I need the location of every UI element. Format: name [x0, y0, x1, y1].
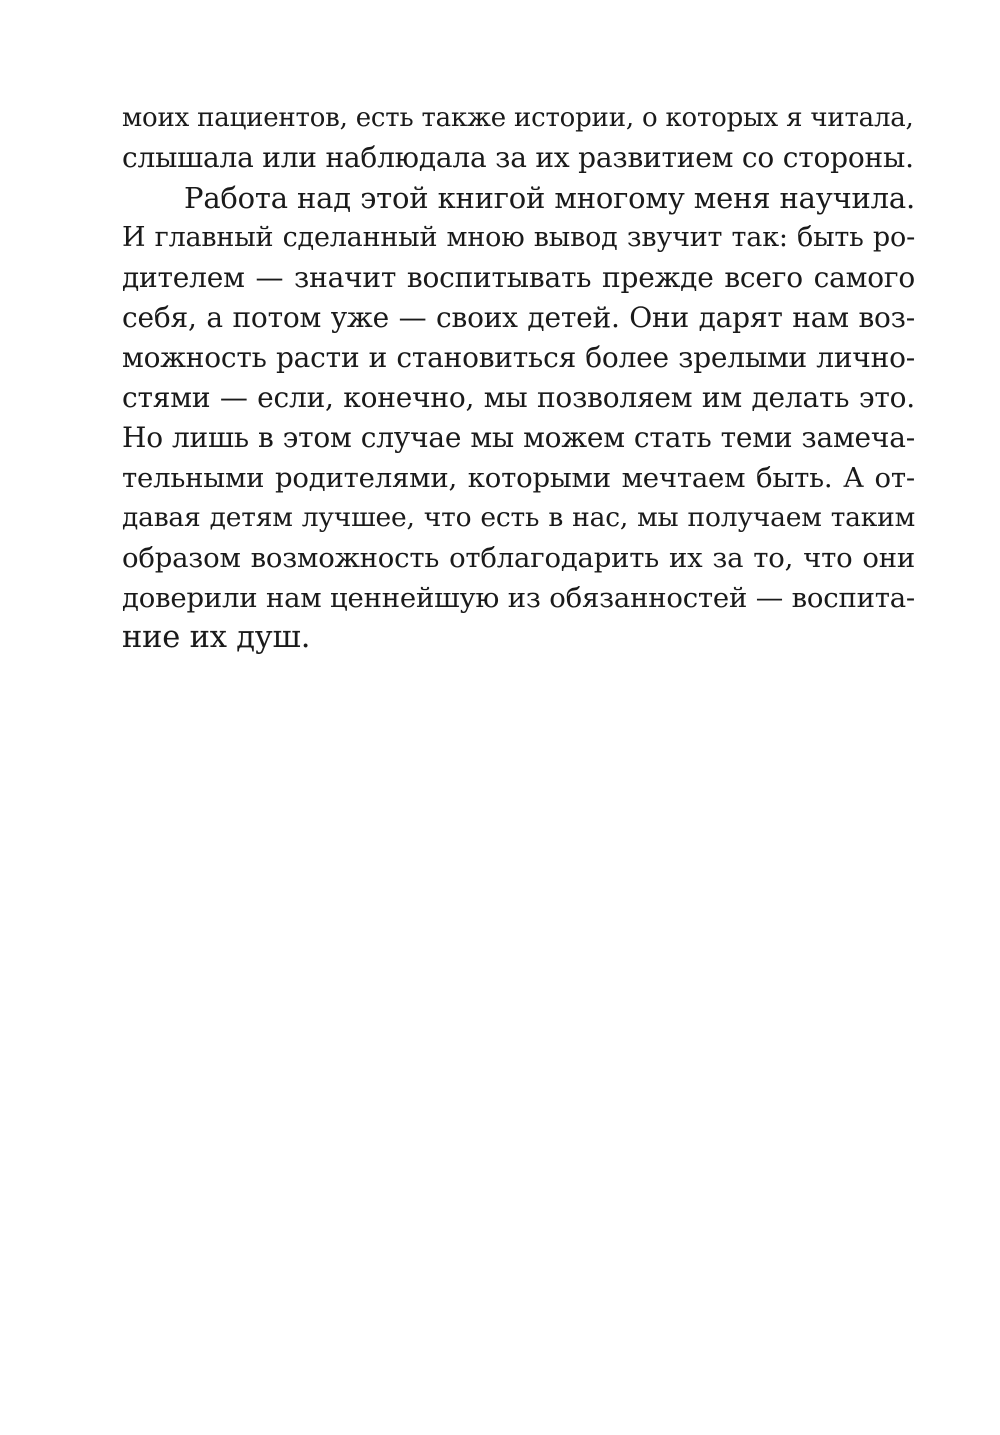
text-line: тельными родителями, которыми мечтаем быть. А от- [122, 462, 915, 494]
text-line: Но лишь в этом случае мы можем стать теми замеча- [122, 421, 915, 454]
text-line: доверили нам ценнейшую из обязанностей — воспита- [122, 582, 915, 614]
text-line: слышала или наблюдала за их развитием со стороны. [122, 141, 914, 174]
text-line: дителем — значит воспитывать прежде всего самого [122, 261, 915, 294]
text-line: моих пациентов, есть также истории, о которых я читала, [122, 103, 914, 133]
text-line: можность расти и становиться более зрелыми лично- [122, 341, 915, 374]
text-line: давая детям лучшее, что есть в нас, мы получаем таким [122, 502, 915, 533]
text-line: И главный сделанный мною вывод звучит так: быть ро- [122, 222, 915, 253]
text-line-paragraph-end: ние их душ. [122, 620, 311, 655]
text-line: стями — если, конечно, мы позволяем им делать это. [122, 381, 915, 414]
text-line: себя, а потом уже — своих детей. Они дарят нам воз- [122, 301, 915, 334]
text-line-paragraph-start: Работа над этой книгой многому меня научила. [184, 181, 915, 215]
text-line: образом возможность отблагодарить их за то, что они [122, 542, 915, 574]
body-text [122, 98, 915, 658]
